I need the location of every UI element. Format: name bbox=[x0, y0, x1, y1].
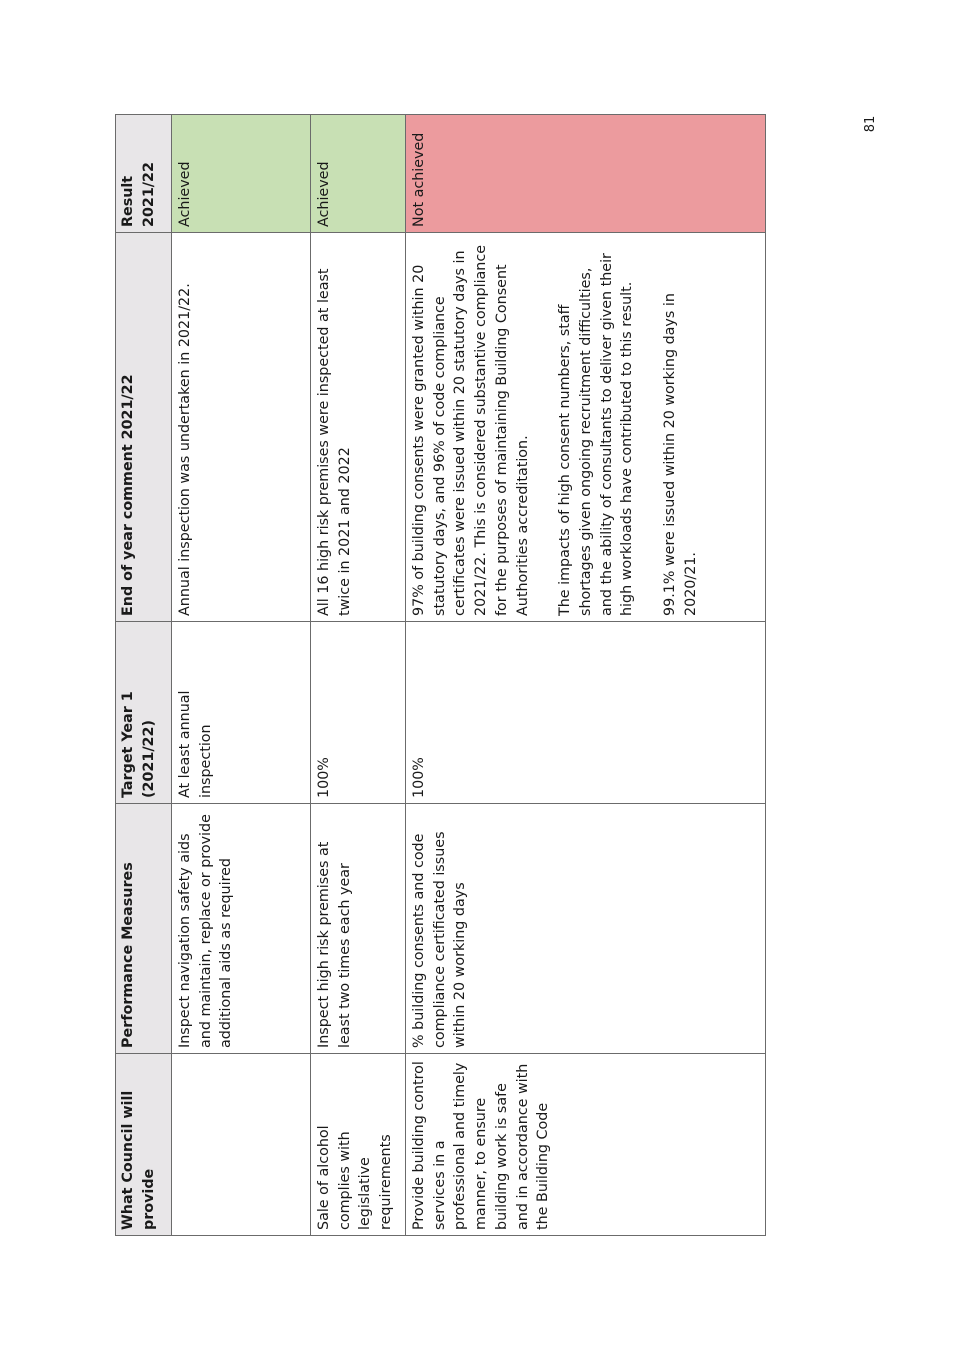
comment-cell bbox=[311, 233, 406, 622]
page-number: 81 bbox=[862, 115, 878, 133]
result-cell-achieved: Achieved bbox=[311, 115, 406, 233]
performance-table bbox=[115, 114, 766, 1236]
comment-paragraph: All 16 high risk premises were inspected at least twice in 2021 and 2022 bbox=[316, 268, 353, 616]
header-comment: End of year comment 2021/22 bbox=[116, 233, 172, 622]
target-cell: At least annual inspection bbox=[172, 622, 311, 804]
comment-paragraph: Annual inspection was undertaken in 2021/22. bbox=[177, 283, 193, 616]
comment-cell bbox=[172, 233, 311, 622]
result-cell-not-achieved: Not achieved bbox=[406, 115, 766, 233]
measure-cell: % building consents and code compliance certificated issues within 20 working days bbox=[406, 804, 766, 1054]
target-cell: 100% bbox=[311, 622, 406, 804]
header-row bbox=[116, 115, 172, 1236]
result-cell-achieved: Achieved bbox=[172, 115, 311, 233]
provide-cell bbox=[172, 1054, 311, 1236]
header-target: Target Year 1 (2021/22) bbox=[116, 622, 172, 804]
comment-paragraph: 97% of building consents were granted within 20 statutory days, and 96% of code compliance certificates were issued within 20 statutory days in 2021/22. This is considered substantive compliance for the purposes of maintaining Building Consent Authorities accreditation. bbox=[411, 244, 531, 616]
measure-cell: Inspect high risk premises at least two times each year bbox=[311, 804, 406, 1054]
header-measures: Performance Measures bbox=[116, 804, 172, 1054]
comment-paragraph: The impacts of high consent numbers, staff shortages given ongoing recruitment difficulties, and the ability of consultants to deliver given their high workloads have contributed to this result. bbox=[557, 253, 636, 616]
performance-table-rotated bbox=[115, 115, 766, 1236]
table-row bbox=[172, 115, 311, 1236]
table-row bbox=[406, 115, 766, 1236]
measure-cell: Inspect navigation safety aids and maintain, replace or provide additional aids as required bbox=[172, 804, 311, 1054]
header-provide: What Council will provide bbox=[116, 1054, 172, 1236]
header-result: Result 2021/22 bbox=[116, 115, 172, 233]
target-cell: 100% bbox=[406, 622, 766, 804]
table-row bbox=[311, 115, 406, 1236]
comment-cell bbox=[406, 233, 766, 622]
provide-cell: Sale of alcohol complies with legislative requirements bbox=[311, 1054, 406, 1236]
comment-paragraph: 99.1% were issued within 20 working days in 2020/21. bbox=[662, 293, 699, 616]
provide-cell: Provide building control services in a professional and timely manner, to ensure building work is safe and in accordance with the Building Code bbox=[406, 1054, 766, 1236]
